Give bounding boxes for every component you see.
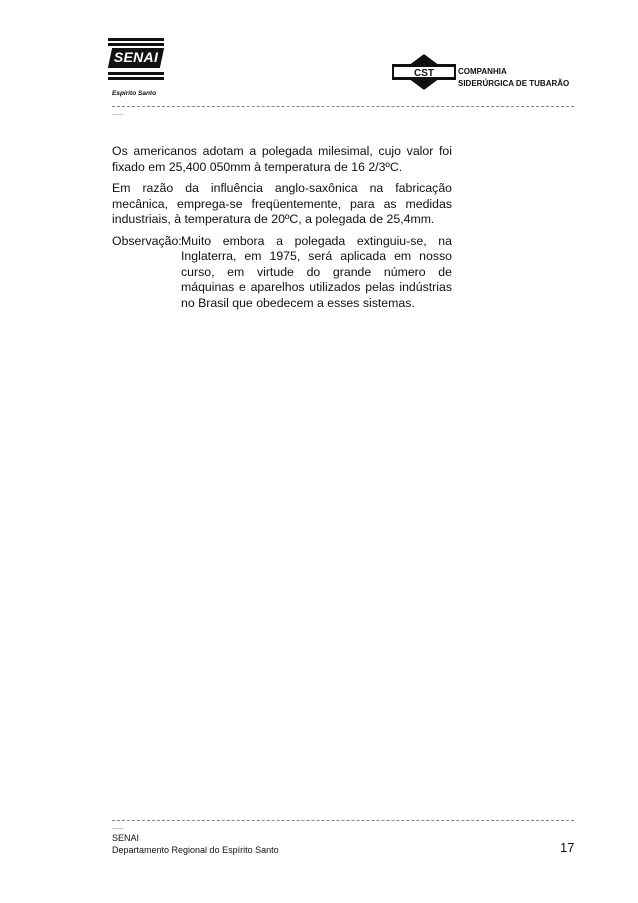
senai-logo-text: SENAI [113,49,159,65]
observation-label: Observação: [112,233,182,248]
logo-bar-bottom-2 [108,77,164,80]
senai-region-label: Espírito Santo [112,90,157,97]
logo-bar-top [108,38,164,41]
page-number: 17 [560,840,575,855]
footer-rule [112,820,574,821]
senai-logo [108,38,164,82]
footer-small-mark: ____ [112,824,124,830]
cst-emblem-icon [392,52,456,92]
company-line-2: SIDERÚRGICA DE TUBARÃO [458,79,570,88]
company-line-1: COMPANHIA [458,67,507,76]
paragraph-1: Os americanos adotam a polegada milesimal, cujo valor foi fixado em 25,400 050mm à temperatura de 16 2/3ºC. [112,144,452,174]
cst-logo-text: CST [414,68,434,79]
paragraph-2: Em razão da influência anglo-saxônica na fabricação mecânica, emprega-se freqüentemente, para as medidas industriais, à temperatura de 20ºC, a polegada de 25,4mm. [112,181,452,226]
company-name [458,66,569,90]
observation [112,234,452,312]
header-rule [112,106,574,107]
logo-bar-top-2 [108,43,164,46]
footer-department: Departamento Regional do Espírito Santo [112,845,279,855]
body-content [112,144,452,311]
observation-text: Muito embora a polegada extinguiu-se, na Inglaterra, em 1975, será aplicada em nosso curso, em virtude do grande número de máquinas e aparelhos utilizados pelas indústrias no Brasil que obedecem a esses sistemas. [181,233,452,310]
footer-organization [112,832,279,856]
footer-org-name: SENAI [112,833,140,843]
logo-bar-bottom [108,72,164,75]
cst-logo [392,52,456,92]
header-small-mark: ____ [112,110,124,116]
